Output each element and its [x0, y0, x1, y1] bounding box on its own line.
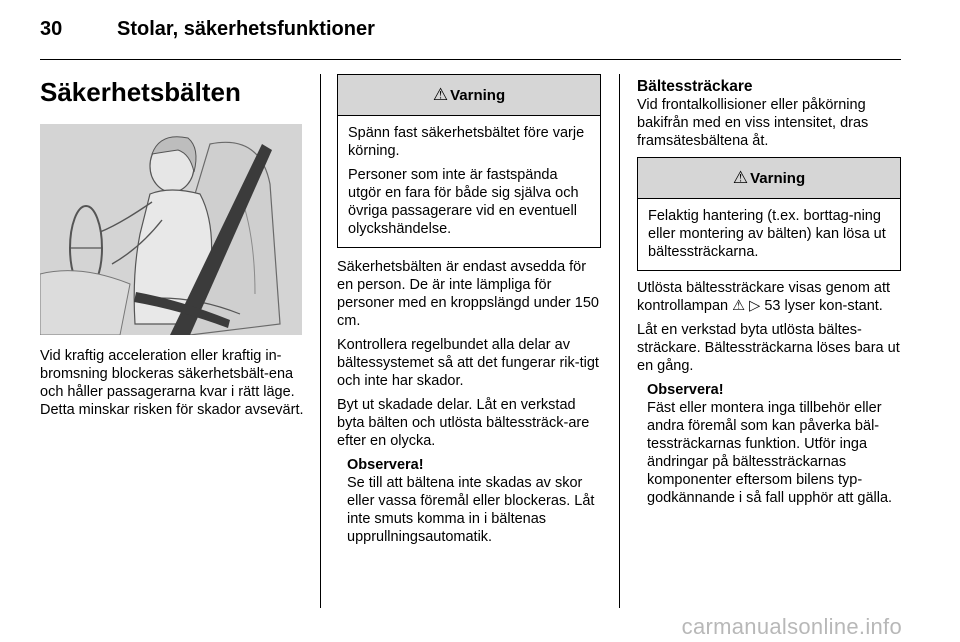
warning-box-1	[337, 74, 601, 248]
page-reference: 53	[764, 298, 781, 314]
warning-label: Varning	[750, 169, 806, 187]
note	[637, 381, 905, 507]
section-title: Säkerhetsbälten	[40, 77, 241, 107]
warning-triangle-icon: ⚠	[732, 168, 749, 187]
col2-text	[337, 258, 605, 546]
col3-text	[637, 279, 905, 507]
chapter-title: Stolar, säkerhetsfunktioner	[117, 18, 375, 40]
warning-text-1: Spänn fast säkerhetsbältet före varje körning.	[348, 125, 585, 159]
text: lyser kon-stant.	[784, 298, 883, 314]
column-divider-right	[619, 74, 620, 608]
seatbelt-illustration	[40, 124, 302, 335]
warning-label: Varning	[450, 86, 506, 104]
warning-text: Felaktig hantering (t.ex. borttag-ning eller montering av bälten) kan lösa ut bältessträckarna.	[648, 208, 886, 260]
warning-header	[638, 158, 900, 199]
paragraph: Säkerhetsbälten är endast avsedda för en person. De är inte lämpliga för personer med en kroppslängd under 150 cm.	[337, 259, 599, 329]
warning-header	[338, 75, 600, 116]
note	[337, 456, 605, 546]
page-ref-icon: ▷	[749, 298, 761, 314]
column-divider-left	[320, 74, 321, 608]
paragraph	[637, 279, 905, 315]
paragraph: Låt en verkstad byta utlösta bältes-sträckare. Bältessträckarna löses bara ut en gång.	[637, 322, 900, 374]
paragraph: Byt ut skadade delar. Låt en verkstad byta bälten och utlösta bältessträck-are efter en olycka.	[337, 397, 590, 449]
paragraph: Kontrollera regelbundet alla delar av bältessystemet så att det fungerar rik-tigt och inte har skador.	[337, 337, 599, 389]
warning-triangle-icon: ⚠	[432, 85, 449, 104]
intro-text: Vid frontalkollisioner eller påkörning bakifrån med en viss intensitet, dras framsätesbältena åt.	[637, 97, 869, 149]
warning-text-2: Personer som inte är fastspända utgör en fara för både sig själva och övriga passagerare vid en eventuell olyckshändelse.	[348, 167, 579, 237]
subheading: Bältessträckare	[637, 78, 753, 95]
note-title: Observera!	[347, 457, 424, 473]
caption: Vid kraftig acceleration eller kraftig in-bromsning blockeras säkerhetsbält-ena och håller passagerarna kvar i rätt läge. Detta minskar risken för skador avsevärt.	[40, 348, 304, 418]
watermark: carmanualsonline.info	[681, 614, 902, 639]
note-text: Se till att bältena inte skadas av skor eller vassa föremål eller blockeras. Låt inte smuts komma in i bältenas upprullningsautomatik.	[347, 475, 595, 545]
belt-tensioner-intro	[637, 78, 899, 150]
col1-text	[40, 347, 308, 425]
text: Utlösta bältessträckare visas genom att kontrollampan	[637, 280, 891, 314]
warning-box-2	[637, 157, 901, 271]
seatbelt-warning-lamp-icon: ⚠	[732, 298, 746, 314]
note-title: Observera!	[647, 382, 724, 398]
page-number: 30	[40, 18, 63, 40]
note-text: Fäst eller montera inga tillbehör eller andra föremål som kan påverka bäl-tessträckarnas funktion. Utför inga ändringar på bältessträckarnas komponenter eftersom bilens typ-godkännande i så fall upphör att gälla.	[647, 400, 893, 506]
header-divider	[40, 59, 901, 60]
